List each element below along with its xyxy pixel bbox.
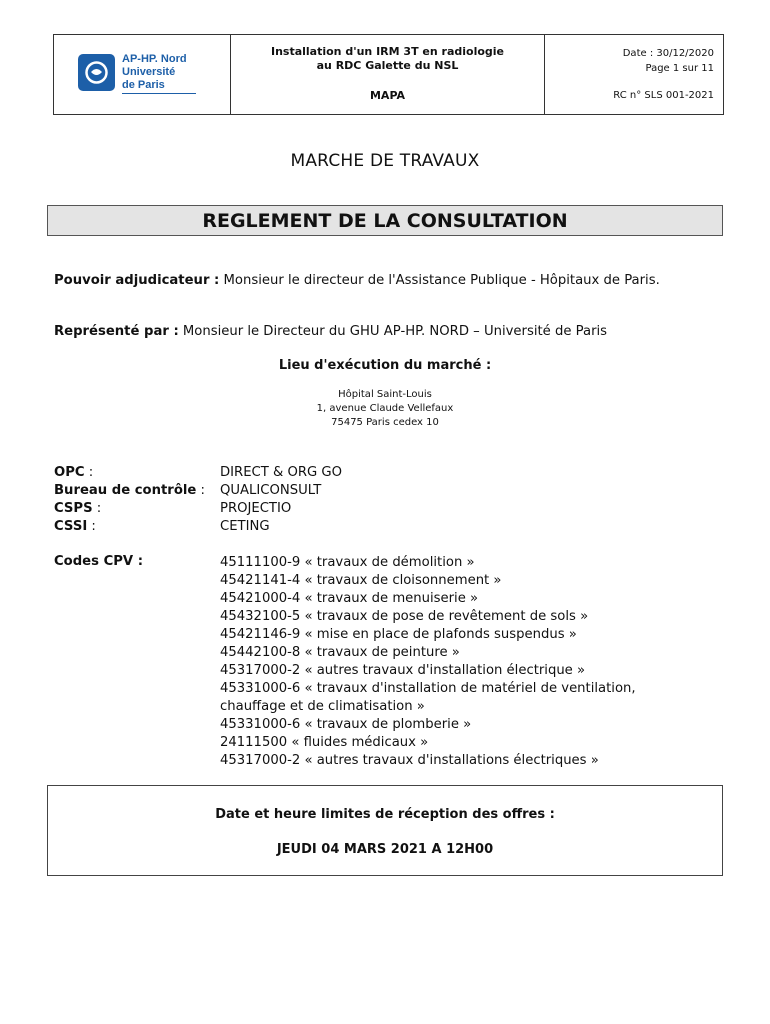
cpv-item: 45432100-5 « travaux de pose de revêtement de sols » xyxy=(220,609,589,624)
document-title: REGLEMENT DE LA CONSULTATION xyxy=(47,205,723,236)
page-number: Page 1 sur 11 xyxy=(645,63,714,74)
cpv-list xyxy=(220,554,636,770)
project-title: Installation d'un IRM 3T en radiologie au RDC Galette du NSL xyxy=(270,45,505,72)
cpv-item: chauffage et de climatisation » xyxy=(220,699,425,714)
intervenant-csps-value: PROJECTIO xyxy=(220,501,292,516)
cpv-item: 45421000-4 « travaux de menuiserie » xyxy=(220,591,479,606)
intervenant-bureau: Bureau de contrôle : xyxy=(54,483,205,498)
cpv-item: 24111500 « fluides médicaux » xyxy=(220,735,429,750)
pouvoir-adjudicateur xyxy=(54,272,716,290)
cpv-item: 45111100-9 « travaux de démolition » xyxy=(220,555,475,570)
aphp-logo-icon xyxy=(78,54,115,91)
intervenant-cssi-value: CETING xyxy=(220,519,270,534)
document-date: Date : 30/12/2020 xyxy=(622,48,714,59)
procedure-type: MAPA xyxy=(369,89,406,102)
header-meta-cell xyxy=(545,35,723,114)
header-title-cell xyxy=(231,35,545,114)
document-reference: RC n° SLS 001-2021 xyxy=(613,90,714,101)
document-type: MARCHE DE TRAVAUX xyxy=(290,151,480,171)
intervenant-opc: OPC : xyxy=(54,465,94,480)
cpv-item: 45331000-6 « travaux de plomberie » xyxy=(220,717,472,732)
cpv-item: 45442100-8 « travaux de peinture » xyxy=(220,645,460,660)
logo-text: AP-HP. Nord Université de Paris xyxy=(122,53,187,91)
logo-underline xyxy=(122,93,196,94)
header-logo-cell xyxy=(54,35,231,114)
document-header xyxy=(53,34,724,115)
deadline-value: JEUDI 04 MARS 2021 A 12H00 xyxy=(276,842,494,857)
intervenant-cssi: CSSI : xyxy=(54,519,96,534)
lieu-address: Hôpital Saint-Louis 1, avenue Claude Vellefaux 75475 Paris cedex 10 xyxy=(316,389,454,428)
cpv-item: 45421146-9 « mise en place de plafonds suspendus » xyxy=(220,627,577,642)
cpv-item: 45331000-6 « travaux d'installation de matériel de ventilation, xyxy=(220,681,636,696)
pouvoir-label: Pouvoir adjudicateur : xyxy=(54,273,220,288)
deadline-label: Date et heure limites de réception des offres : xyxy=(215,807,555,822)
cpv-item: 45317000-2 « autres travaux d'installation électrique » xyxy=(220,663,586,678)
cpv-item: 45317000-2 « autres travaux d'installations électriques » xyxy=(220,753,599,768)
lieu-heading: Lieu d'exécution du marché : xyxy=(278,358,492,373)
intervenant-opc-value: DIRECT & ORG GO xyxy=(220,465,343,480)
pouvoir-text: Monsieur le directeur de l'Assistance Publique - Hôpitaux de Paris. xyxy=(219,273,660,288)
represente-par xyxy=(54,323,716,341)
intervenant-csps: CSPS : xyxy=(54,501,102,516)
intervenant-bureau-value: QUALICONSULT xyxy=(220,483,322,498)
cpv-item: 45421141-4 « travaux de cloisonnement » xyxy=(220,573,502,588)
deadline-box xyxy=(47,785,723,876)
represente-text: Monsieur le Directeur du GHU AP-HP. NORD – Université de Paris xyxy=(178,324,608,339)
represente-label: Représenté par : xyxy=(54,324,179,339)
cpv-label: Codes CPV : xyxy=(54,554,143,569)
